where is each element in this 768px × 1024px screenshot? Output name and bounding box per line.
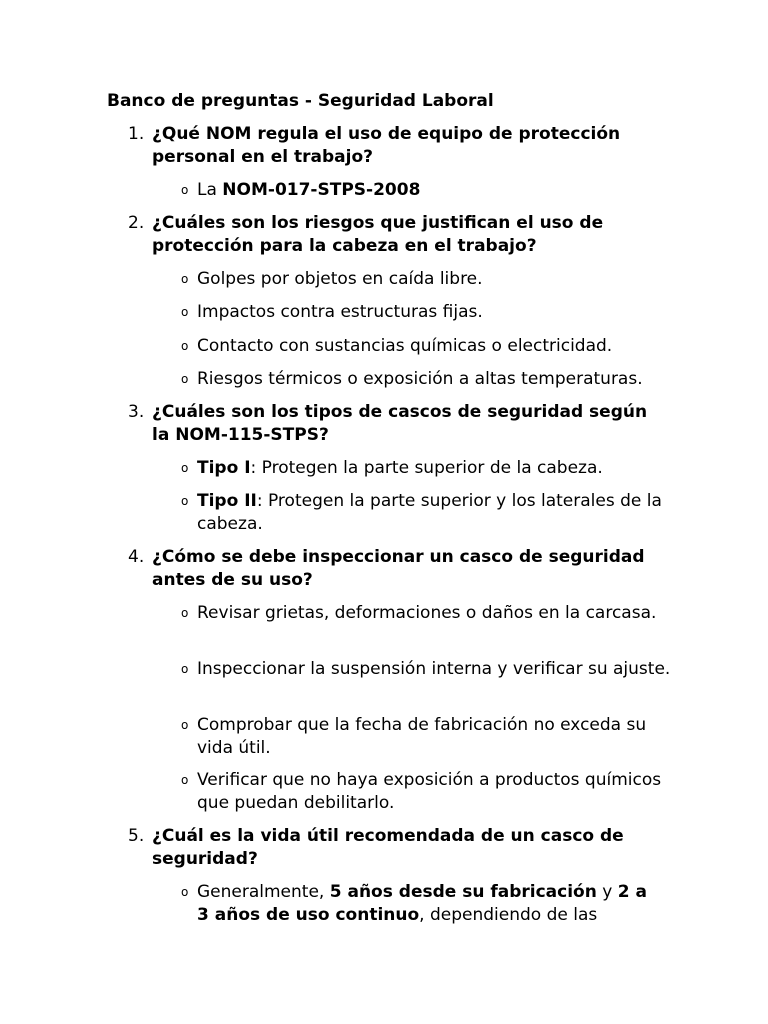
- question-text: ¿Qué NOM regula el uso de equipo de protección personal en el trabajo?: [152, 124, 621, 167]
- bullet-icon: o: [181, 272, 189, 286]
- bullet-icon: o: [181, 718, 189, 732]
- question-text: ¿Cuál es la vida útil recomendada de un casco de seguridad?: [152, 826, 624, 869]
- answer-text: y: [596, 882, 618, 902]
- answer-2-2: [181, 301, 677, 324]
- answer-text: Riesgos térmicos o exposición a altas temperaturas.: [197, 369, 643, 389]
- answer-3-1: [181, 457, 677, 480]
- answer-bold-text: 5 años desde su fabricación: [329, 882, 597, 902]
- question-5: [107, 825, 667, 871]
- answer-4-3: [181, 714, 677, 760]
- answer-2-3: [181, 335, 677, 358]
- document-title: Banco de preguntas - Seguridad Laboral: [107, 91, 494, 111]
- question-text: ¿Cómo se debe inspeccionar un casco de seguridad antes de su uso?: [152, 547, 645, 590]
- answer-text: , dependiendo de las: [419, 905, 598, 925]
- question-text: ¿Cuáles son los riesgos que justifican el uso de protección para la cabeza en el trabajo?: [152, 213, 604, 256]
- answer-text: : Protegen la parte superior de la cabeza.: [250, 458, 603, 478]
- bullet-icon: o: [181, 494, 189, 508]
- answer-2-1: [181, 268, 677, 291]
- answer-5-1: [181, 881, 647, 927]
- question-3: [107, 401, 667, 447]
- answer-text: Contacto con sustancias químicas o electricidad.: [197, 336, 613, 356]
- answer-1-1: [181, 179, 677, 202]
- bullet-icon: o: [181, 305, 189, 319]
- answer-bold-text: Tipo II: [197, 491, 257, 511]
- answer-text: La: [197, 180, 223, 200]
- answer-2-4: [181, 368, 677, 391]
- question-number: 5.: [128, 826, 145, 846]
- answer-bold-text: 2 a 3 años de uso continuo: [197, 882, 647, 925]
- answer-text: Generalmente,: [197, 882, 330, 902]
- answer-text: Revisar grietas, deformaciones o daños en la carcasa.: [197, 603, 657, 623]
- bullet-icon: o: [181, 662, 189, 676]
- question-number: 2.: [128, 213, 145, 233]
- answer-text: : Protegen la parte superior y los laterales de la cabeza.: [197, 491, 662, 534]
- bullet-icon: o: [181, 461, 189, 475]
- answer-4-4: [181, 769, 677, 815]
- question-4: [107, 546, 667, 592]
- bullet-icon: o: [181, 773, 189, 787]
- answer-text: Inspeccionar la suspensión interna y verificar su ajuste.: [197, 659, 671, 679]
- answer-text: Verificar que no haya exposición a productos químicos que puedan debilitarlo.: [197, 770, 662, 813]
- question-text: ¿Cuáles son los tipos de cascos de seguridad según la NOM-115-STPS?: [152, 402, 648, 445]
- question-2: [107, 212, 667, 258]
- question-1: [107, 123, 667, 169]
- answer-bold-text: Tipo I: [197, 458, 251, 478]
- answer-text: Comprobar que la fecha de fabricación no exceda su vida útil.: [197, 715, 647, 758]
- bullet-icon: o: [181, 885, 189, 899]
- answer-bold-text: NOM-017-STPS-2008: [222, 180, 421, 200]
- bullet-icon: o: [181, 606, 189, 620]
- answer-text: Impactos contra estructuras fijas.: [197, 302, 483, 322]
- bullet-icon: o: [181, 372, 189, 386]
- answer-4-1: [181, 602, 677, 625]
- answer-3-2: [181, 490, 677, 536]
- bullet-icon: o: [181, 183, 189, 197]
- answer-4-2: [181, 658, 677, 681]
- question-number: 3.: [128, 402, 145, 422]
- answer-text: Golpes por objetos en caída libre.: [197, 269, 483, 289]
- bullet-icon: o: [181, 339, 189, 353]
- question-number: 1.: [128, 124, 145, 144]
- question-number: 4.: [128, 547, 145, 567]
